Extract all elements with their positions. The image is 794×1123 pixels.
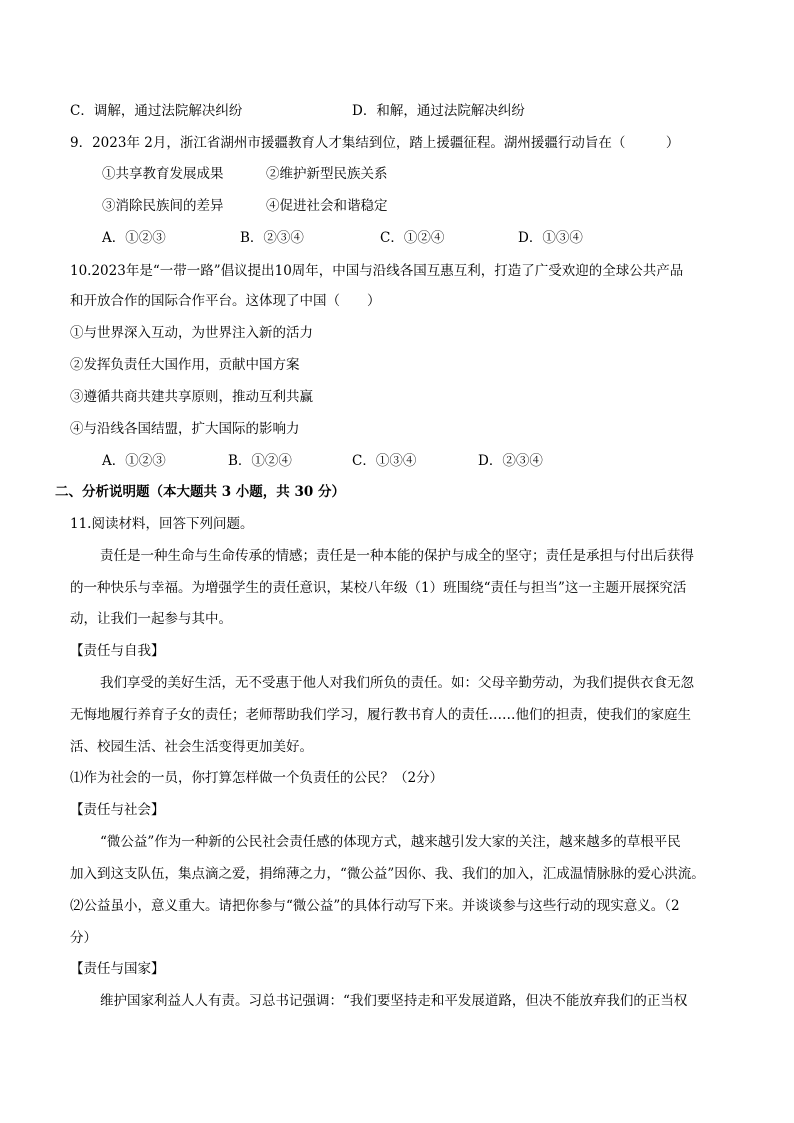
q10-statement-4: ④与沿线各国结盟，扩大国际的影响力: [70, 421, 300, 437]
q11-para1-line2: 的一种快乐与幸福。为增强学生的责任意识，某校八年级（1）班围绕“责任与担当”这一主题开展探究活: [70, 580, 687, 596]
q10-option-b: B．①②④: [228, 453, 292, 469]
q9-option-b: B．②③④: [240, 230, 304, 246]
q10-option-a: A．①②③: [102, 453, 166, 469]
q11-para2-line2: 无悔地履行养育子女的责任；老师帮助我们学习，履行教书育人的责任……他们的担责，使我们的家庭生: [70, 707, 691, 723]
q11-para3-line2: 加入到这支队伍，集点滴之爱，捐绵薄之力，“微公益”因你、我、我们的加入，汇成温情脉脉的爱心洪流。: [70, 866, 705, 882]
q11-para4-line1: 维护国家利益人人有责。习总书记强调：“我们要坚持走和平发展道路，但决不能放弃我们的正当权: [100, 993, 688, 1009]
q9-option-a: A．①②③: [102, 230, 166, 246]
q11-para2-line1: 我们享受的美好生活，无不受惠于他人对我们所负的责任。如：父母辛勤劳动，为我们提供衣食无忽: [100, 675, 694, 691]
q8-option-c: C．调解，通过法院解决纠纷: [70, 103, 243, 119]
q11-para1-line1: 责任是一种生命与生命传承的情感；责任是一种本能的保护与成全的坚守；责任是承担与付出后获得: [100, 548, 694, 564]
q9-option-c: C．①②④: [380, 230, 445, 246]
subsection-heading-society: 【责任与社会】: [70, 802, 165, 818]
q10-statement-3: ③遵循共商共建共享原则，推动互利共赢: [70, 389, 313, 405]
q11-para2-line3: 活、校园生活、社会生活变得更加美好。: [70, 739, 313, 755]
subsection-heading-country: 【责任与国家】: [70, 961, 165, 977]
q11-subquestion-2-line2: 分）: [70, 930, 97, 946]
q9-statement-3: ③消除民族间的差异: [102, 198, 224, 214]
q9-option-d: D．①③④: [518, 230, 583, 246]
q11-para1-line3: 动，让我们一起参与其中。: [70, 611, 232, 627]
q8-option-d: D．和解，通过法院解决纠纷: [352, 103, 525, 119]
q9-statement-2: ②维护新型民族关系: [266, 166, 388, 182]
subsection-heading-self: 【责任与自我】: [70, 643, 165, 659]
q10-option-c: C．①③④: [352, 453, 417, 469]
q11-subquestion-1: ⑴作为社会的一员，你打算怎样做一个负责任的公民？（2分）: [70, 770, 444, 786]
q9-statement-4: ④促进社会和谐稳定: [266, 198, 388, 214]
section-heading: 二、分析说明题（本大题共 3 小题，共 30 分）: [55, 484, 345, 500]
q10-stem-line2: 和开放合作的国际合作平台。这体现了中国（ ）: [70, 293, 381, 309]
q10-statement-2: ②发挥负责任大国作用，贡献中国方案: [70, 357, 300, 373]
q10-stem-line1: 10.2023年是“一带一路”倡议提出10周年，中国与沿线各国互惠互利，打造了广受欢迎的全球公共产品: [70, 263, 684, 279]
q11-para3-line1: “微公益”作为一种新的公民社会责任感的体现方式，越来越引发大家的关注，越来越多的草根平民: [100, 834, 681, 850]
q9-stem: 9．2023年 2月，浙江省湖州市援疆教育人才集结到位，踏上援疆征程。湖州援疆行动旨在（ ）: [70, 135, 680, 151]
q11-subquestion-2-line1: ⑵公益虽小，意义重大。请把你参与“微公益”的具体行动写下来。并谈谈参与这些行动的现实意义。（2: [70, 898, 680, 914]
q10-option-d: D．②③④: [478, 453, 543, 469]
q11-stem: 11.阅读材料，回答下列问题。: [70, 516, 254, 532]
q9-statement-1: ①共享教育发展成果: [102, 166, 224, 182]
q10-statement-1: ①与世界深入互动，为世界注入新的活力: [70, 325, 313, 341]
